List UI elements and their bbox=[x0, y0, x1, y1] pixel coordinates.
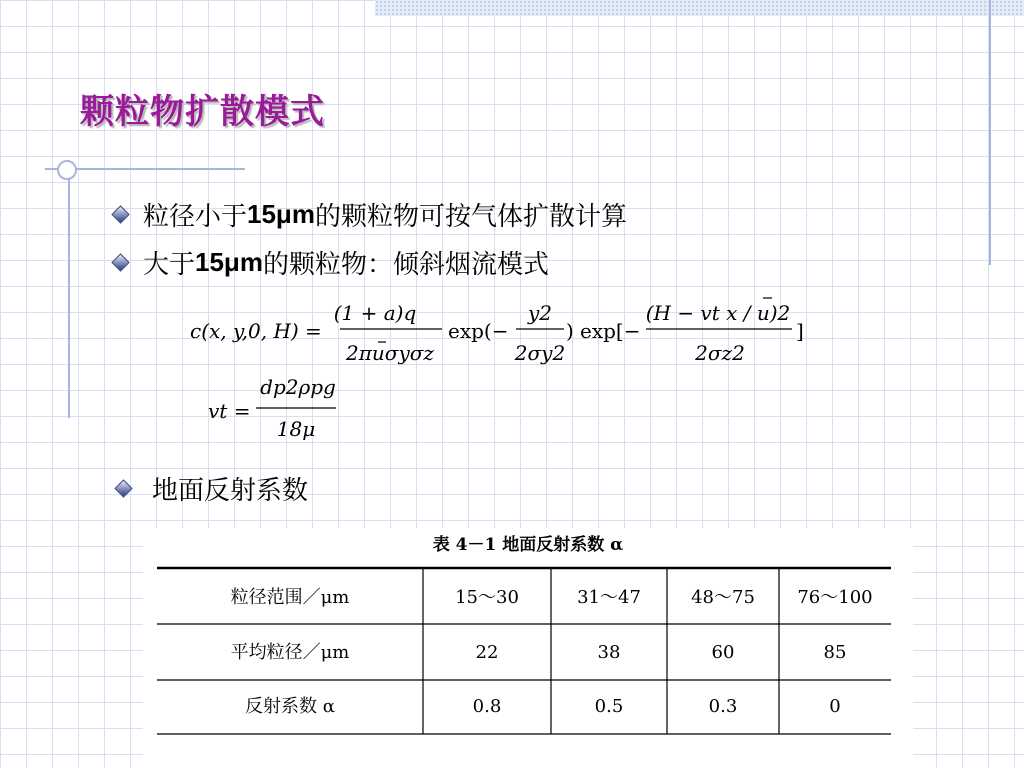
formula-exp1-num: y2 bbox=[527, 301, 553, 325]
bullet-2-pre: 大于 bbox=[143, 250, 196, 280]
right-decorative-line bbox=[989, 0, 991, 265]
table-cell: 22 bbox=[475, 642, 499, 663]
diamond-bullet-icon bbox=[111, 253, 129, 271]
table-cell: 60 bbox=[711, 642, 735, 663]
bullet-2-bold: 15μm bbox=[195, 247, 263, 277]
formula-exp1-label: exp(− bbox=[448, 319, 509, 343]
table-row-2-label: 平均粒径／μm bbox=[230, 642, 350, 663]
formula-exp2-close: ] bbox=[796, 319, 804, 343]
table-cell: 76～100 bbox=[797, 587, 873, 608]
diamond-bullet-icon bbox=[114, 479, 132, 497]
table-cell: 48～75 bbox=[691, 587, 755, 608]
bullet-1-post: 的颗粒物可按气体扩散计算 bbox=[314, 202, 627, 232]
formula-lhs: c(x, y,0, H) = bbox=[190, 319, 322, 343]
slide-title: 颗粒物扩散模式 bbox=[80, 92, 325, 132]
table-cell: 0 bbox=[829, 696, 841, 717]
bullet-1-bold: 15μm bbox=[247, 199, 315, 229]
formula-exp1-den: 2σy2 bbox=[514, 341, 566, 365]
bullet-2-post: 的颗粒物：倾斜烟流模式 bbox=[262, 250, 549, 280]
table-row-1-label: 粒径范围／μm bbox=[230, 587, 350, 608]
formula-frac1-den: 2πuσyσz bbox=[346, 341, 434, 365]
formula-vt-lhs: vt = bbox=[208, 399, 251, 423]
top-decorative-band bbox=[375, 0, 1024, 16]
bullet-item-1 bbox=[114, 196, 627, 233]
reflection-coefficient-table bbox=[143, 528, 913, 768]
formula-exp2-num: (H − vt x / u)2 bbox=[645, 301, 791, 325]
bullet-1-pre: 粒径小于 bbox=[143, 202, 248, 232]
formula-vt-num: dp2ρpg bbox=[260, 375, 336, 399]
bullet-3-pre: 地面反射系数 bbox=[152, 476, 309, 506]
table-cell: 85 bbox=[823, 642, 847, 663]
bullet-item-3 bbox=[117, 470, 308, 507]
table-cell: 0.8 bbox=[472, 696, 502, 717]
formula-exp2-label: exp[− bbox=[580, 319, 641, 343]
dispersion-formula bbox=[180, 286, 820, 446]
table-caption: 表 4－1 地面反射系数 α bbox=[432, 535, 624, 555]
left-decorative-line bbox=[68, 160, 70, 418]
table-cell: 0.3 bbox=[708, 696, 738, 717]
table-cell: 31～47 bbox=[577, 587, 641, 608]
table-graphic bbox=[143, 528, 913, 768]
table-cell: 15～30 bbox=[455, 587, 519, 608]
formula-vt-den: 18μ bbox=[276, 417, 316, 441]
decorative-circle bbox=[57, 160, 77, 180]
formula-exp1-close: ) bbox=[566, 319, 574, 343]
bullet-item-2 bbox=[114, 244, 549, 281]
formula-frac1-num: (1 + a)q bbox=[333, 301, 417, 325]
formula-exp2-den: 2σz2 bbox=[695, 341, 745, 365]
table-cell: 0.5 bbox=[594, 696, 624, 717]
table-cell: 38 bbox=[597, 642, 621, 663]
table-row-3-label: 反射系数 α bbox=[245, 696, 335, 717]
diamond-bullet-icon bbox=[111, 205, 129, 223]
